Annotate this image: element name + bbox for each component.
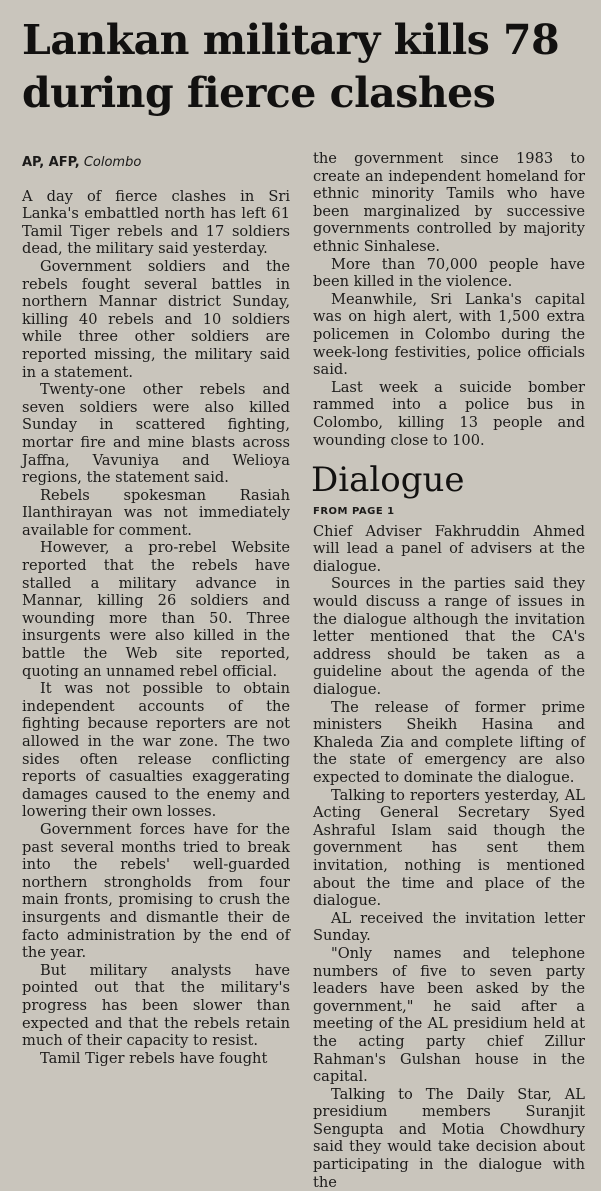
paragraph: Government forces have for the past several months tried to break into the rebels' well-guarded northern strongholds from four main fronts, promising to crush the insurgents and dismantle their de facto administration by the end of the year. <box>22 820 290 962</box>
byline-city: Colombo <box>83 155 142 170</box>
right-column <box>313 150 585 1191</box>
paragraph-continued: the government since 1983 to create an independent homeland for ethnic minority Tamils who have been marginalized by successive governments controlled by majority ethnic Sinhalese. <box>313 150 585 255</box>
paragraph: Chief Adviser Fakhruddin Ahmed will lead a panel of advisers at the dialogue. <box>313 522 585 575</box>
paragraph: However, a pro-rebel Website reported that the rebels have stalled a military advance in Mannar, killing 26 soldiers and wounding more than 50. Three insurgents were also killed in the battle the Web site reported, quoting an unnamed rebel official. <box>22 539 290 680</box>
paragraph: Talking to reporters yesterday, AL Acting General Secretary Syed Ashraful Islam said though the government has sent them invitation, nothing is mentioned about the time and place of the dialogue. <box>313 786 585 910</box>
paragraph: Last week a suicide bomber rammed into a police bus in Colombo, killing 13 people and wounding close to 100. <box>313 378 585 449</box>
paragraph: Tamil Tiger rebels have fought <box>40 1049 268 1067</box>
paragraph: Talking to The Daily Star, AL presidium members Suranjit Sengupta and Motia Chowdhury said they would take decision about participating in the dialogue with the <box>313 1085 585 1191</box>
paragraph: Government soldiers and the rebels fought several battles in northern Mannar district Sunday, killing 40 rebels and 10 soldiers while three other soldiers are reported missing, the military said in a statement. <box>22 257 290 381</box>
paragraph: Rebels spokesman Rasiah Ilanthirayan was not immediately available for comment. <box>22 486 290 539</box>
dialogue-subhead: Dialogue <box>311 460 465 501</box>
paragraph: "Only names and telephone numbers of five to seven party leaders have been asked by the government," he said after a meeting of the AL presidium held at the acting party chief Zillur Rahman's Gulshan house in the capital. <box>313 944 585 1086</box>
paragraph: AL received the invitation letter Sunday. <box>313 909 585 945</box>
byline <box>22 154 290 172</box>
paragraph: The release of former prime ministers Sheikh Hasina and Khaleda Zia and complete lifting of the state of emergency are also expected to dominate the dialogue. <box>313 698 585 786</box>
paragraph: But military analysts have pointed out that the military's progress has been slower than expected and that the rebels retain much of their capacity to resist. <box>22 961 290 1050</box>
headline: Lankan military kills 78 during fierce clashes <box>22 16 560 117</box>
paragraph: Sources in the parties said they would discuss a range of issues in the dialogue although the invitation letter mentioned that the CA's address should be taken as a guideline about the agenda of the dialogue. <box>313 575 585 699</box>
paragraph: It was not possible to obtain independent accounts of the fighting because reporters are not allowed in the war zone. The two sides often release conflicting reports of casualties exaggerating damages caused to the enemy and lowering their own losses. <box>22 680 290 821</box>
from-page-kicker: FROM PAGE 1 <box>313 506 395 518</box>
paragraph: More than 70,000 people have been killed in the violence. <box>313 255 585 291</box>
paragraph: Twenty-one other rebels and seven soldiers were also killed Sunday in scattered fighting, mortar fire and mine blasts across Jaffna, Vavuniya and Welioya regions, the statement said. <box>22 381 290 487</box>
byline-agencies: AP, AFP, <box>22 155 80 170</box>
paragraph: A day of fierce clashes in Sri Lanka's embattled north has left 61 Tamil Tiger rebels and 17 soldiers dead, the military said yesterday. <box>22 187 290 258</box>
left-column <box>22 146 290 1067</box>
paragraph: Meanwhile, Sri Lanka's capital was on high alert, with 1,500 extra policemen in Colombo during the week-long festivities, police officials said. <box>313 290 585 379</box>
